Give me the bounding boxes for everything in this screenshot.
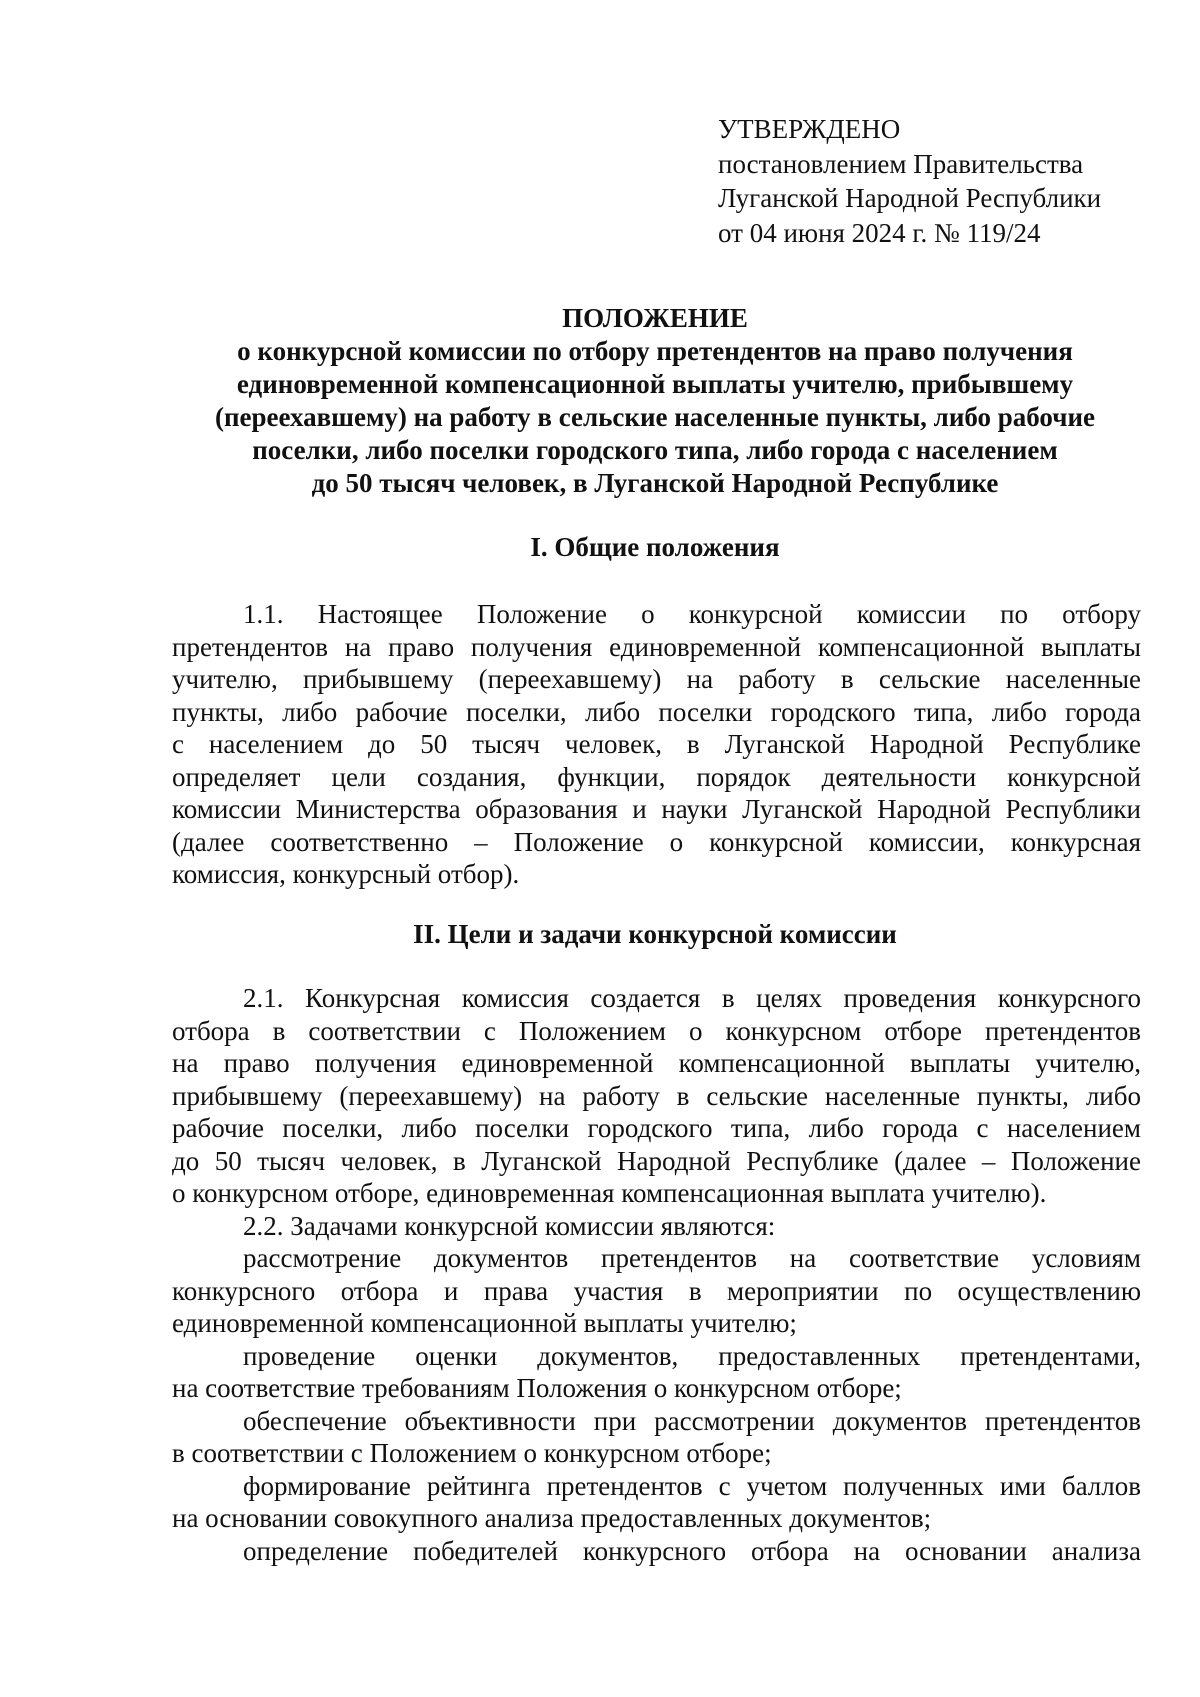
paragraph-line: конкурсного отбора и права участия в мероприятии по осуществлению <box>172 1275 1141 1306</box>
title-line: ПОЛОЖЕНИЕ <box>562 303 748 333</box>
approval-line: от 04 июня 2024 г. № 119/24 <box>718 217 1041 248</box>
paragraph-line: в соответствии с Положением о конкурсном отборе; <box>172 1438 772 1468</box>
title-line: единовременной компенсационной выплаты учителю, прибывшему <box>236 369 1074 399</box>
paragraph-line: на основании совокупного анализа предоставленных документов; <box>172 1503 932 1533</box>
section-heading-goals: II. Цели и задачи конкурсной комиссии <box>413 919 897 949</box>
section-body-goals <box>172 982 1141 1567</box>
section-body-general <box>172 598 1141 891</box>
paragraph-line: о конкурсном отборе, единовременная компенсационная выплата учителю). <box>172 1178 1047 1208</box>
paragraph-line: (далее соответственно – Положение о конкурсной комиссии, конкурсная <box>172 826 1141 857</box>
paragraph-line: определяет цели создания, функции, порядок деятельности конкурсной <box>172 761 1141 792</box>
approval-line: постановлением Правительства <box>718 148 1084 179</box>
title-line: поселки, либо поселки городского типа, либо города с населением <box>252 435 1058 465</box>
title-line: до 50 тысяч человек, в Луганской Народной Республике <box>311 468 999 498</box>
paragraph-line: 1.1. Настоящее Положение о конкурсной комиссии по отбору <box>243 599 1141 629</box>
paragraph-line: на право получения единовременной компенсационной выплаты учителю, <box>172 1048 1141 1078</box>
title-line: (переехавшему) на работу в сельские населенные пункты, либо рабочие <box>214 402 1096 432</box>
paragraph-line: определение победителей конкурсного отбора на основании анализа <box>243 1535 1141 1566</box>
approval-line: Луганской Народной Республики <box>718 183 1102 213</box>
paragraph-line: учителю, прибывшему (переехавшему) на работу в сельские населенные <box>172 664 1141 694</box>
paragraph-line: комиссия, конкурсный отбор). <box>172 859 520 889</box>
paragraph-line: прибывшему (переехавшему) на работу в сельские населенные пункты, либо <box>172 1080 1141 1111</box>
paragraph-line: формирование рейтинга претендентов с учетом полученных ими баллов <box>243 1470 1141 1501</box>
paragraph-line: на соответствие требованиям Положения о конкурсном отборе; <box>172 1373 902 1403</box>
paragraph-line: единовременной компенсационной выплаты учителю; <box>172 1308 797 1338</box>
section-heading-general: I. Общие положения <box>530 532 780 562</box>
paragraph-line: комиссии Министерства образования и науки Луганской Народной Республики <box>172 794 1141 824</box>
paragraph-line: проведение оценки документов, предоставленных претендентами, <box>243 1340 1141 1371</box>
paragraph-line: отбора в соответствии с Положением о конкурсном отборе претендентов <box>172 1015 1141 1046</box>
paragraph-line: с населением до 50 тысяч человек, в Луганской Народной Республике <box>172 729 1141 759</box>
paragraph-line: 2.2. Задачами конкурсной комиссии являются: <box>243 1210 776 1241</box>
paragraph-line: претендентов на право получения единовременной компенсационной выплаты <box>172 631 1141 662</box>
paragraph-line: рассмотрение документов претендентов на соответствие условиям <box>243 1243 1141 1273</box>
title-line: о конкурсной комиссии по отбору претендентов на право получения <box>237 336 1073 366</box>
paragraph-line: обеспечение объективности при рассмотрении документов претендентов <box>243 1405 1141 1436</box>
document-title <box>170 302 1140 500</box>
paragraph-line: 2.1. Конкурсная комиссия создается в целях проведения конкурсного <box>243 983 1141 1013</box>
approval-stamp <box>718 112 1158 250</box>
paragraph-line: до 50 тысяч человек, в Луганской Народной Республике (далее – Положение <box>172 1145 1141 1176</box>
approval-line: УТВЕРЖДЕНО <box>718 114 901 144</box>
paragraph-line: пункты, либо рабочие поселки, либо поселки городского типа, либо города <box>172 696 1141 727</box>
paragraph-line: рабочие поселки, либо поселки городского типа, либо города с населением <box>172 1113 1141 1143</box>
